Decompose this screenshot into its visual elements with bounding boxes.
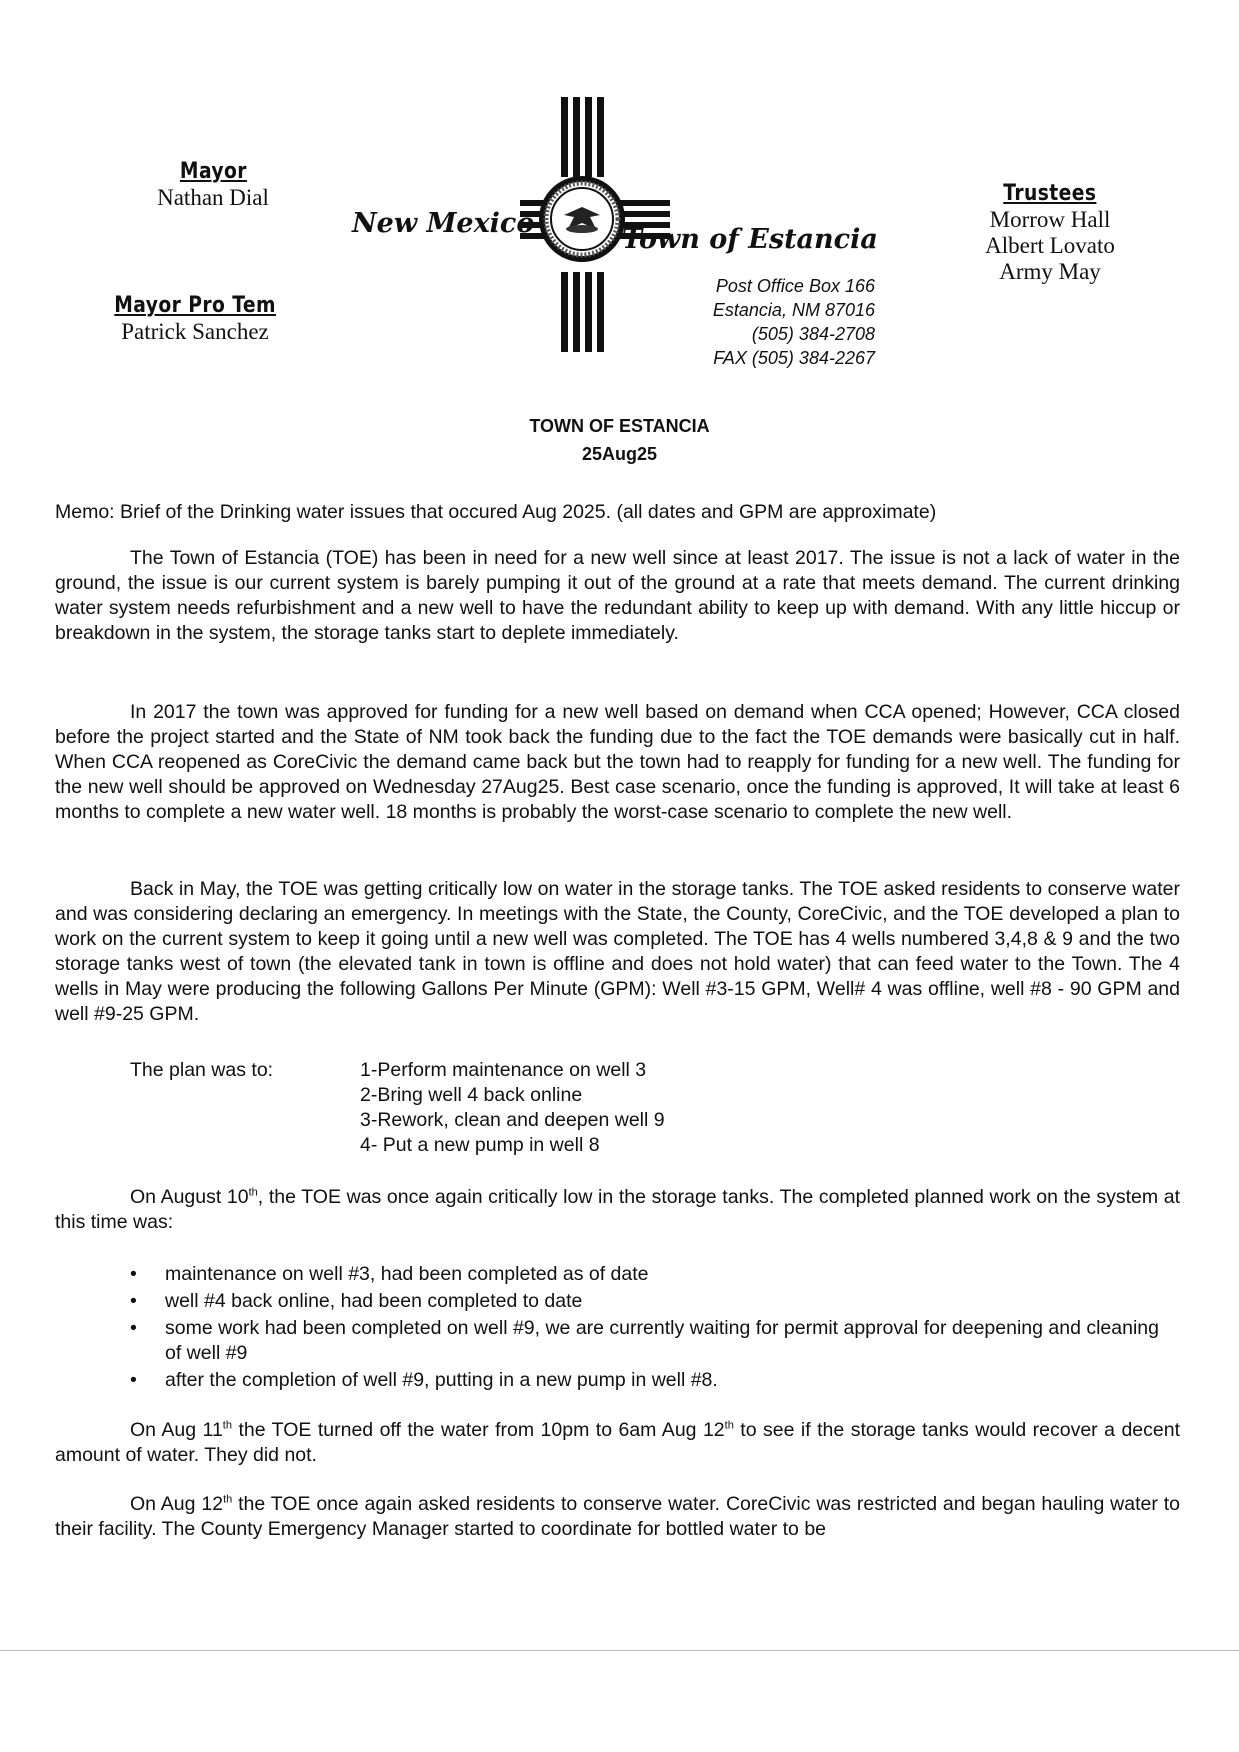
trustee-name: Morrow Hall <box>989 207 1111 232</box>
list-item: • maintenance on well #3, had been completed as of date <box>130 1263 649 1285</box>
phone-line: (505) 384-2708 <box>751 324 875 344</box>
fax-line: FAX (505) 384-2267 <box>713 348 875 368</box>
plan-item: 4- Put a new pump in well 8 <box>360 1134 600 1156</box>
text-run: On Aug 12 <box>130 1493 224 1515</box>
list-item: • well #4 back online, had been completed to date <box>130 1290 583 1312</box>
completed-work-list <box>120 1262 1180 1395</box>
paragraph-text: In 2017 the town was approved for funding for a new well based on demand when CCA opened; However, CCA closed before the project started and the State of NM took back the funding due to the fact the TOE demands were basically cut in half. When CCA reopened as CoreCivic the demand came back but the town had to reapply for funding for a new well. The funding for the new well should be approved on Wednesday 27Aug25. Best case scenario, once the funding is approved, It will take at least 6 months to complete a new water well. 18 months is probably the worst-case scenario to complete the new well. <box>55 701 1180 823</box>
address-block <box>660 274 875 370</box>
superscript: th <box>248 1186 258 1199</box>
paragraph <box>55 546 1180 646</box>
plan-item: 2-Bring well 4 back online <box>360 1084 583 1106</box>
list-item: • some work had been completed on well #9, we are currently waiting for permit approval for deepening and cleaning of well #9 <box>130 1317 1159 1364</box>
document-title: TOWN OF ESTANCIA <box>529 416 710 436</box>
address-line: Post Office Box 166 <box>715 276 875 296</box>
text-run: to see if the storage tanks would recover a decent amount of water. They did not. <box>55 1419 1180 1466</box>
paragraph <box>55 1492 1180 1542</box>
paragraph <box>55 877 1180 1027</box>
trustee-name: Albert Lovato <box>985 233 1115 258</box>
paragraph <box>55 700 1180 825</box>
mayor-block <box>118 158 308 211</box>
mayor-pro-tem-name: Patrick Sanchez <box>121 319 269 344</box>
trustees-title: Trustees <box>1003 181 1097 206</box>
mayor-pro-tem-block <box>85 292 305 345</box>
text-run: the TOE once again asked residents to conserve water. CoreCivic was restricted and began hauling water to their facility. The County Emergency Manager started to coordinate for bottled water to be <box>55 1493 1180 1540</box>
mayor-pro-tem-title: Mayor Pro Tem <box>114 293 276 318</box>
superscript: th <box>724 1419 734 1432</box>
plan-item: 3-Rework, clean and deepen well 9 <box>360 1109 665 1131</box>
paragraph-text: Back in May, the TOE was getting critically low on water in the storage tanks. The TOE asked residents to conserve water and was considering declaring an emergency. In meetings with the State, the County, CoreCivic, and the TOE developed a plan to work on the current system to keep it going until a new well was completed. The TOE has 4 wells numbered 3,4,8 & 9 and the two storage tanks west of town (the elevated tank in town is offline and does not hold water) that can feed water to the Town. The 4 wells in May were producing the following Gallons Per Minute (GPM): Well #3-15 GPM, Well# 4 was offline, well #8 - 90 GPM and well #9-25 GPM. <box>55 878 1180 1025</box>
document-date: 25Aug25 <box>581 444 658 464</box>
text-run: On Aug 11 <box>130 1419 223 1441</box>
superscript: th <box>223 1493 233 1506</box>
plan-item: 1-Perform maintenance on well 3 <box>360 1059 647 1081</box>
plan-label: The plan was to: <box>130 1059 274 1081</box>
text-run: the TOE turned off the water from 10pm to 6am Aug 12 <box>231 1419 725 1441</box>
text-run: , the TOE was once again critically low in the storage tanks. The completed planned work on the system at this time was: <box>55 1186 1180 1233</box>
town-wordmark: Town of Estancia <box>622 224 878 255</box>
list-item: • after the completion of well #9, putting in a new pump in well #8. <box>130 1369 718 1391</box>
page-divider <box>0 1650 1239 1651</box>
paragraph-text: The Town of Estancia (TOE) has been in need for a new well since at least 2017. The issue is not a lack of water in the ground, the issue is our current system is barely pumping it out of the ground at a rate that meets demand. The current drinking water system needs refurbishment and a new well to have the redundant ability to keep up with demand. With any little hiccup or breakdown in the system, the storage tanks start to deplete immediately. <box>55 547 1180 644</box>
mayor-name: Nathan Dial <box>157 185 269 210</box>
new-mexico-wordmark: New Mexico <box>352 208 535 239</box>
address-line: Estancia, NM 87016 <box>712 300 875 320</box>
trustee-name: Army May <box>999 259 1101 284</box>
mayor-title: Mayor <box>179 159 247 184</box>
text-run: On August 10 <box>130 1186 249 1208</box>
paragraph <box>55 1185 1180 1235</box>
superscript: th <box>222 1419 232 1432</box>
memo-subject: Memo: Brief of the Drinking water issues that occured Aug 2025. (all dates and GPM are approximate) <box>55 501 937 523</box>
trustees-block <box>965 180 1135 285</box>
paragraph <box>55 1418 1180 1468</box>
